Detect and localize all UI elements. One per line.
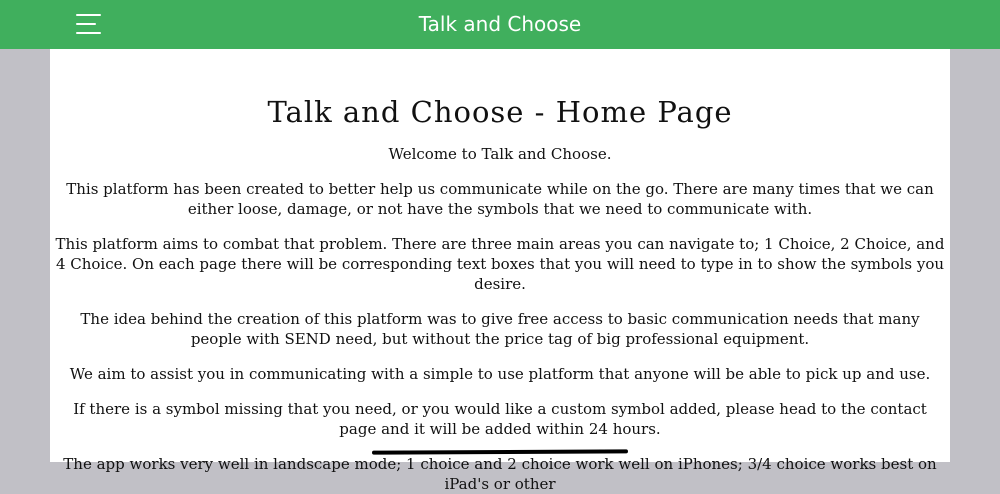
contact-paragraph: If there is a symbol missing that you need, or you would like a custom symbol added, please head to the contact page and it will be added within 24 hours. bbox=[73, 400, 927, 438]
hamburger-menu-icon[interactable] bbox=[76, 14, 102, 36]
welcome-paragraph: Welcome to Talk and Choose. bbox=[388, 145, 612, 163]
menu-line bbox=[76, 23, 96, 25]
landscape-paragraph: The app works very well in landscape mode; 1 choice and 2 choice work well on iPhones; 3/4 choice works best on iPad's or other bbox=[63, 455, 937, 493]
idea-paragraph: The idea behind the creation of this platform was to give free access to basic communication needs that many people with SEND need, but without the price tag of big professional equipment. bbox=[80, 310, 920, 348]
page-title: Talk and Choose - Home Page bbox=[267, 95, 733, 129]
menu-line bbox=[76, 14, 101, 16]
aim-paragraph: We aim to assist you in communicating with a simple to use platform that anyone will be able to pick up and use. bbox=[69, 365, 931, 383]
main-content bbox=[50, 49, 950, 493]
app-title: Talk and Choose bbox=[418, 12, 582, 36]
menu-line bbox=[76, 32, 101, 34]
navigation-paragraph: This platform aims to combat that problem. There are three main areas you can navigate to; 1 Choice, 2 Choice, and 4 Choice. On each page there will be corresponding text boxes that you will need to type in to show the symbols you desire. bbox=[55, 235, 945, 293]
top-app-bar bbox=[0, 0, 1000, 49]
intro-paragraph: This platform has been created to better help us communicate while on the go. There are many times that we can either loose, damage, or not have the symbols that we need to communicate with. bbox=[66, 180, 934, 218]
